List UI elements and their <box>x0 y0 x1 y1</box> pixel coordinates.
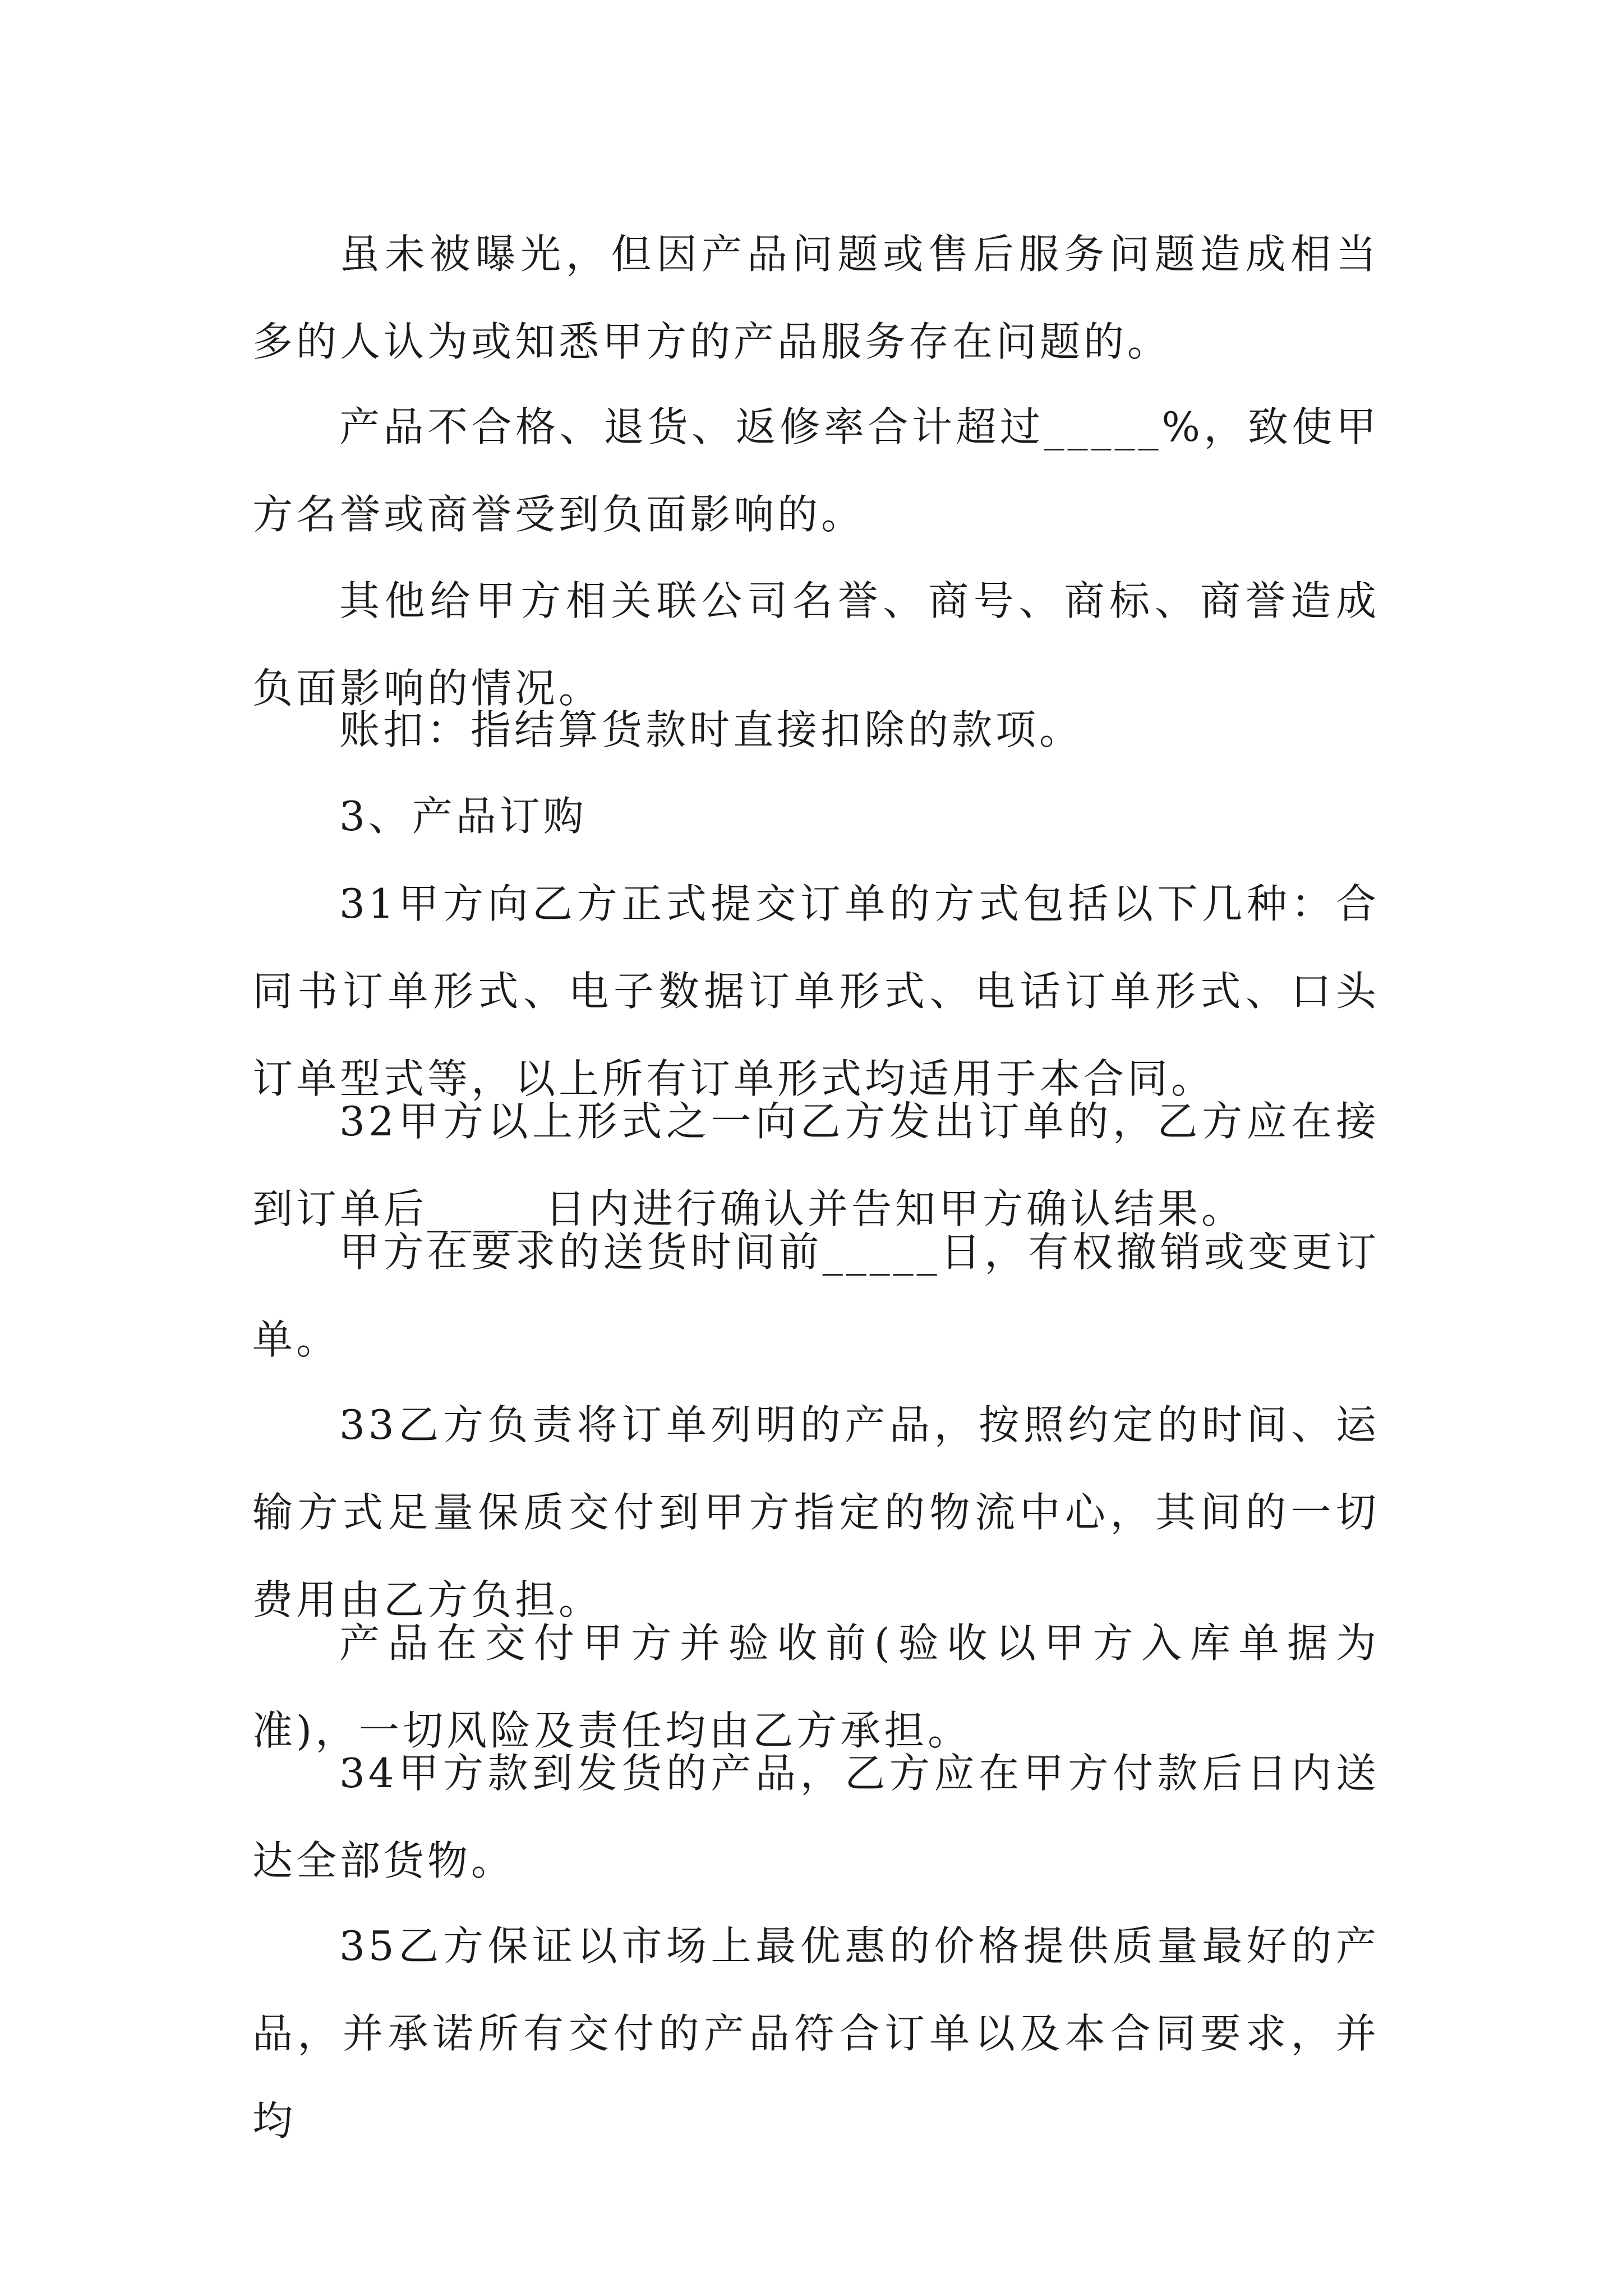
paragraph-32: 32甲方以上形式之一向乙方发出订单的，乙方应在接到订单后_____日内进行确认并告知甲方确认结果。 <box>252 1098 1380 1232</box>
paragraph-33-cont: 产品在交付甲方并验收前(验收以甲方入库单据为准)，一切风险及责任均由乙方承担。 <box>252 1619 1380 1754</box>
paragraph-31: 31甲方向乙方正式提交订单的方式包括以下几种：合同书订单形式、电子数据订单形式、电话订单形式、口头订单型式等，以上所有订单形式均适用于本合同。 <box>252 880 1380 1102</box>
paragraph-33: 33乙方负责将订单列明的产品，按照约定的时间、运输方式足量保质交付到甲方指定的物流中心，其间的一切费用由乙方负担。 <box>252 1401 1380 1623</box>
paragraph-35: 35乙方保证以市场上最优惠的价格提供质量最好的产品，并承诺所有交付的产品符合订单以及本合同要求，并均 <box>252 1922 1380 2145</box>
paragraph-34: 34甲方款到发货的产品，乙方应在甲方付款后日内送达全部货物。 <box>252 1750 1380 1884</box>
paragraph-32-cont: 甲方在要求的送货时间前_____日，有权撤销或变更订单。 <box>252 1228 1380 1363</box>
section-heading: 3、产品订购 <box>339 793 587 840</box>
paragraph-1: 虽未被曝光，但因产品问题或售后服务问题造成相当多的人认为或知悉甲方的产品服务存在问题的。 <box>252 231 1380 365</box>
paragraph-4-visible: 账扣：指结算货款时直接扣除的款项。 <box>339 706 1083 753</box>
paragraph-3: 其他给甲方相关联公司名誉、商号、商标、商誉造成负面影响的情况。 <box>252 577 1380 712</box>
paragraph-2: 产品不合格、退货、返修率合计超过_____%，致使甲方名誉或商誉受到负面影响的。 <box>252 403 1380 538</box>
